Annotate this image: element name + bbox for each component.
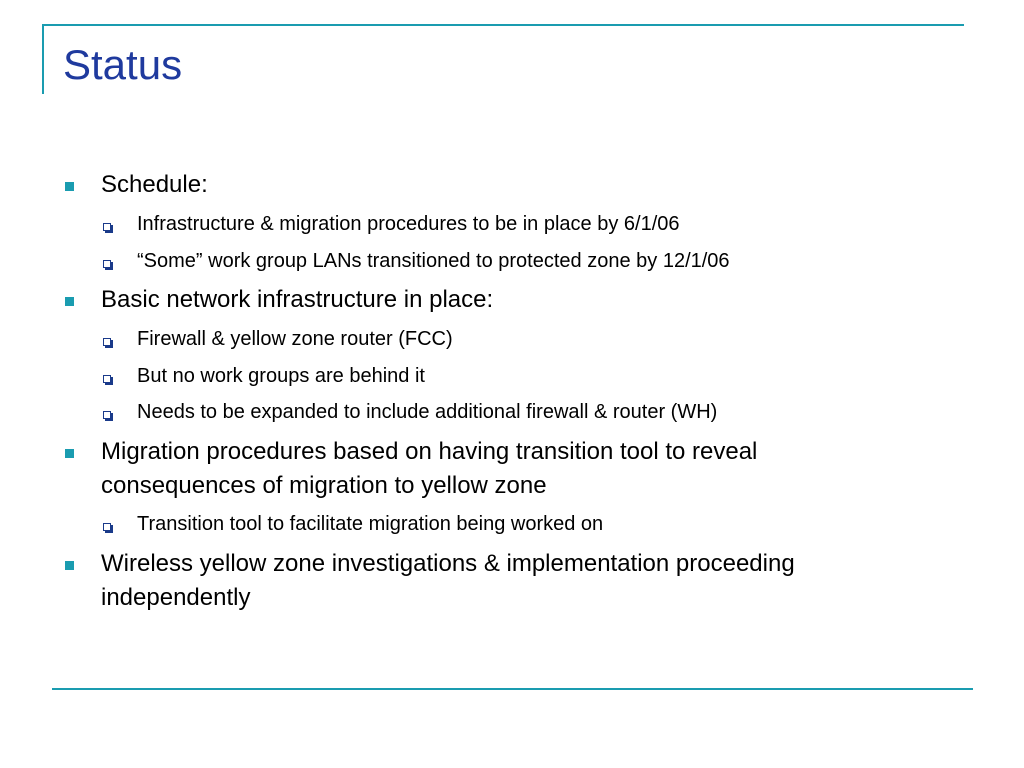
footer-rule <box>52 688 973 690</box>
bullet-text: Schedule: <box>101 171 208 198</box>
bullet-text: Basic network infrastructure in place: <box>101 286 494 313</box>
bullet-item <box>101 168 961 202</box>
bullet-item <box>101 435 901 503</box>
sub-bullet-text: Transition tool to facilitate migration being worked on <box>137 513 604 535</box>
square-bullet-icon <box>65 449 74 458</box>
sub-bullet-item <box>137 511 957 537</box>
bullet-item <box>101 283 961 317</box>
bullet-item <box>101 547 941 615</box>
title-side-rule <box>42 24 44 94</box>
hollow-square-bullet-icon <box>103 260 111 268</box>
sub-bullet-item <box>137 211 957 237</box>
sub-bullet-text: Infrastructure & migration procedures to be in place by 6/1/06 <box>137 213 680 235</box>
sub-bullet-text: Firewall & yellow zone router (FCC) <box>137 328 453 350</box>
sub-bullet-text: “Some” work group LANs transitioned to protected zone by 12/1/06 <box>137 250 730 272</box>
hollow-square-bullet-icon <box>103 223 111 231</box>
sub-bullet-item <box>137 363 957 389</box>
sub-bullet-text: Needs to be expanded to include additional firewall & router (WH) <box>137 401 718 423</box>
sub-bullet-item <box>137 248 957 274</box>
bullet-text: Wireless yellow zone investigations & implementation proceeding independently <box>101 550 795 611</box>
hollow-square-bullet-icon <box>103 375 111 383</box>
square-bullet-icon <box>65 561 74 570</box>
square-bullet-icon <box>65 182 74 191</box>
hollow-square-bullet-icon <box>103 523 111 531</box>
hollow-square-bullet-icon <box>103 411 111 419</box>
sub-bullet-item <box>137 326 957 352</box>
hollow-square-bullet-icon <box>103 338 111 346</box>
sub-bullet-item <box>137 399 957 425</box>
bullet-text: Migration procedures based on having transition tool to reveal consequences of migration to yellow zone <box>101 438 758 499</box>
sub-bullet-text: But no work groups are behind it <box>137 365 425 387</box>
square-bullet-icon <box>65 297 74 306</box>
slide-title: Status <box>63 41 183 88</box>
title-top-rule <box>42 24 964 26</box>
